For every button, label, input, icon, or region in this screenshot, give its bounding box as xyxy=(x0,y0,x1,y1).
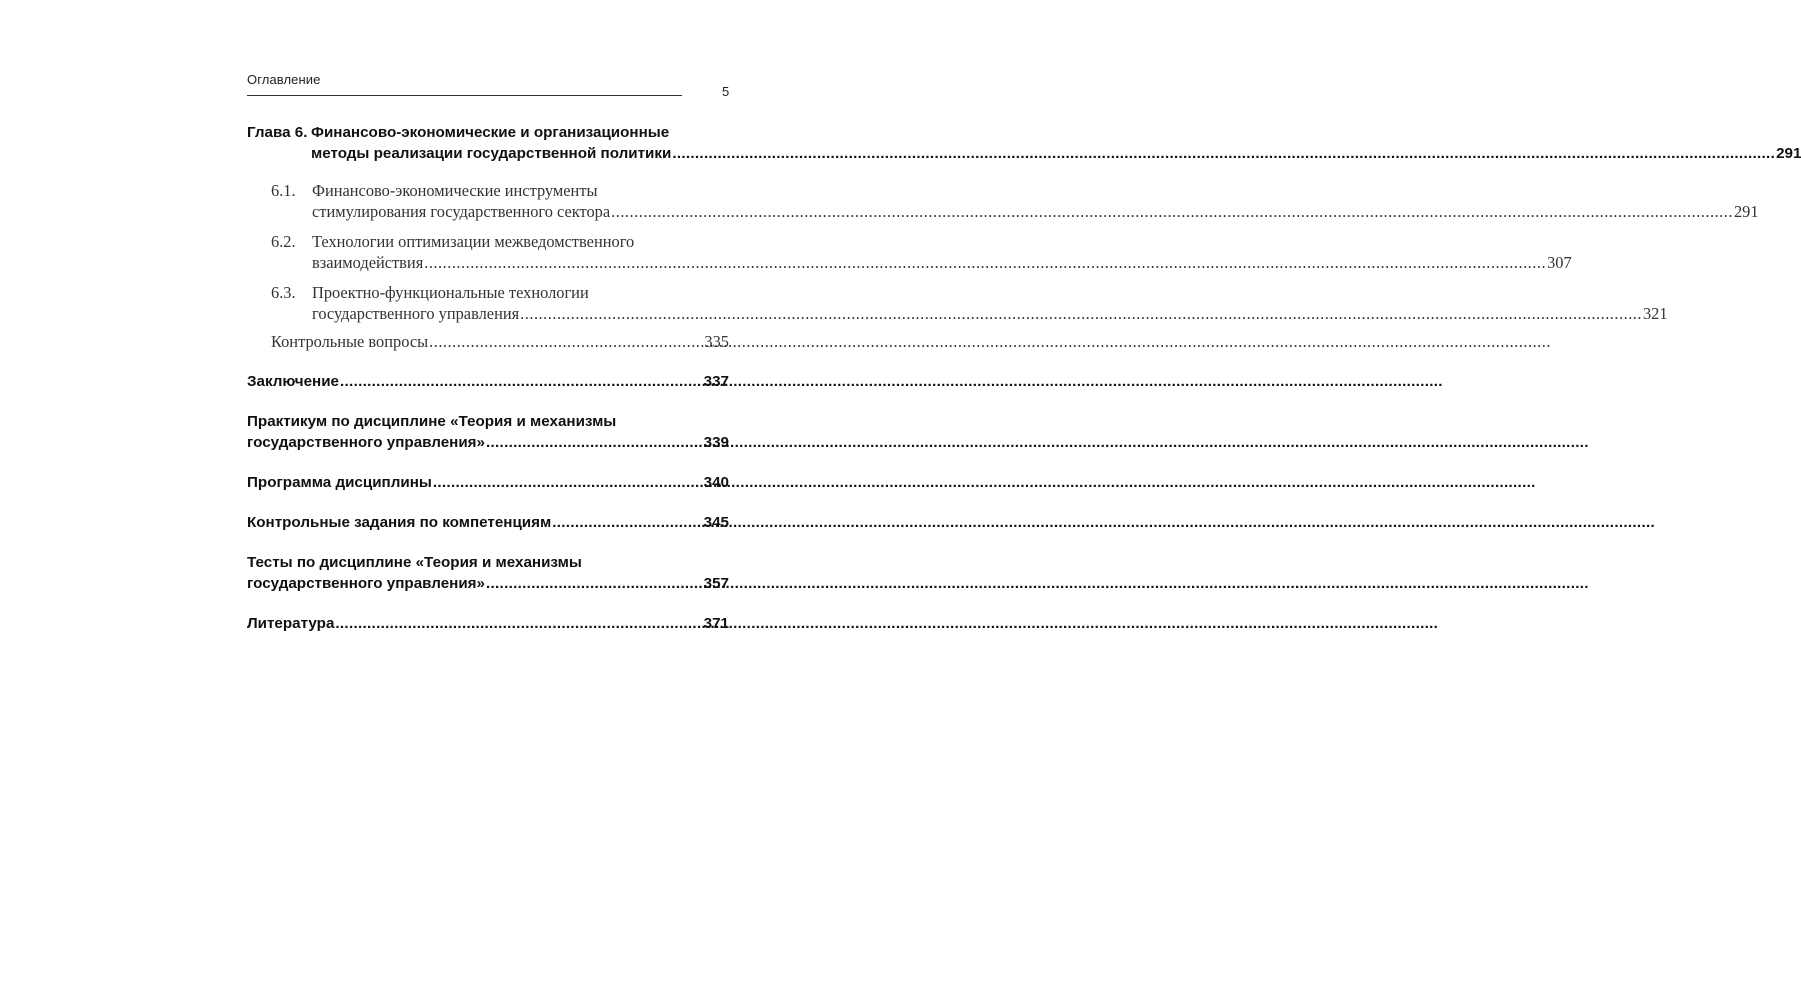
section-page: 291 xyxy=(1733,202,1759,221)
dot-leader xyxy=(486,432,703,453)
chapter-label: Глава 6. xyxy=(247,124,308,141)
practicum-title-line2: государственного управления» xyxy=(247,434,485,451)
table-of-contents xyxy=(247,122,1801,634)
section-number: 6.3. xyxy=(271,283,296,302)
chapter-title-line2: методы реализации государственной политики xyxy=(311,145,672,162)
section-title-line2: взаимодействия xyxy=(312,253,424,272)
toc-section-6-3[interactable] xyxy=(247,282,1668,324)
section-title-line2: стимулирования государственного сектора xyxy=(312,202,611,221)
toc-conclusion[interactable] xyxy=(247,371,729,392)
dot-leader xyxy=(433,472,703,493)
header-rule xyxy=(247,95,682,96)
conclusion-title: Заключение xyxy=(247,373,340,390)
section-number: 6.2. xyxy=(271,232,296,251)
tests-title-line1: Тесты по дисциплине «Теория и механизмы xyxy=(247,554,582,571)
practicum-title-line1: Практикум по дисциплине «Теория и механизмы xyxy=(247,413,617,430)
toc-control-questions[interactable] xyxy=(247,331,729,352)
section-page: 307 xyxy=(1547,253,1572,272)
toc-chapter-6[interactable] xyxy=(247,122,1801,164)
toc-section-6-2[interactable] xyxy=(247,231,1572,273)
toc-literature[interactable] xyxy=(247,613,729,634)
running-head: Оглавление xyxy=(247,72,321,87)
section-title-line2: государственного управления xyxy=(312,304,520,323)
toc-tests[interactable] xyxy=(247,552,729,594)
dot-leader xyxy=(672,143,1775,164)
toc-program[interactable] xyxy=(247,472,729,493)
tests-page: 357 xyxy=(703,575,729,592)
program-page: 340 xyxy=(703,474,729,491)
toc-practicum[interactable] xyxy=(247,411,729,453)
dot-leader xyxy=(335,613,702,634)
section-number: 6.1. xyxy=(271,181,296,200)
dot-leader xyxy=(340,371,703,392)
section-title-line1: Технологии оптимизации межведомственного xyxy=(312,232,635,251)
conclusion-page: 337 xyxy=(703,373,729,390)
control-questions-title: Контрольные вопросы xyxy=(271,332,429,351)
section-title-line1: Финансово-экономические инструменты xyxy=(312,181,598,200)
toc-section-6-1[interactable] xyxy=(247,180,1759,222)
control-questions-page: 335 xyxy=(704,332,729,351)
tests-title-line2: государственного управления» xyxy=(247,575,485,592)
page-number: 5 xyxy=(722,84,730,99)
literature-page: 371 xyxy=(703,615,729,632)
section-page: 321 xyxy=(1642,304,1668,323)
dot-leader xyxy=(429,331,703,352)
dot-leader xyxy=(486,573,703,594)
chapter-title-line1: Финансово-экономические и организационные xyxy=(311,124,670,141)
literature-title: Литература xyxy=(247,615,335,632)
program-title: Программа дисциплины xyxy=(247,474,432,491)
dot-leader xyxy=(520,303,1642,324)
practicum-page: 339 xyxy=(703,434,729,451)
dot-leader xyxy=(552,512,702,533)
section-title-line1: Проектно-функциональные технологии xyxy=(312,283,589,302)
control-tasks-page: 345 xyxy=(703,514,729,531)
control-tasks-title: Контрольные задания по компетенциям xyxy=(247,514,552,531)
dot-leader xyxy=(611,201,1733,222)
chapter-page: 291 xyxy=(1776,145,1801,162)
dot-leader xyxy=(424,252,1546,273)
toc-control-tasks[interactable] xyxy=(247,512,729,533)
